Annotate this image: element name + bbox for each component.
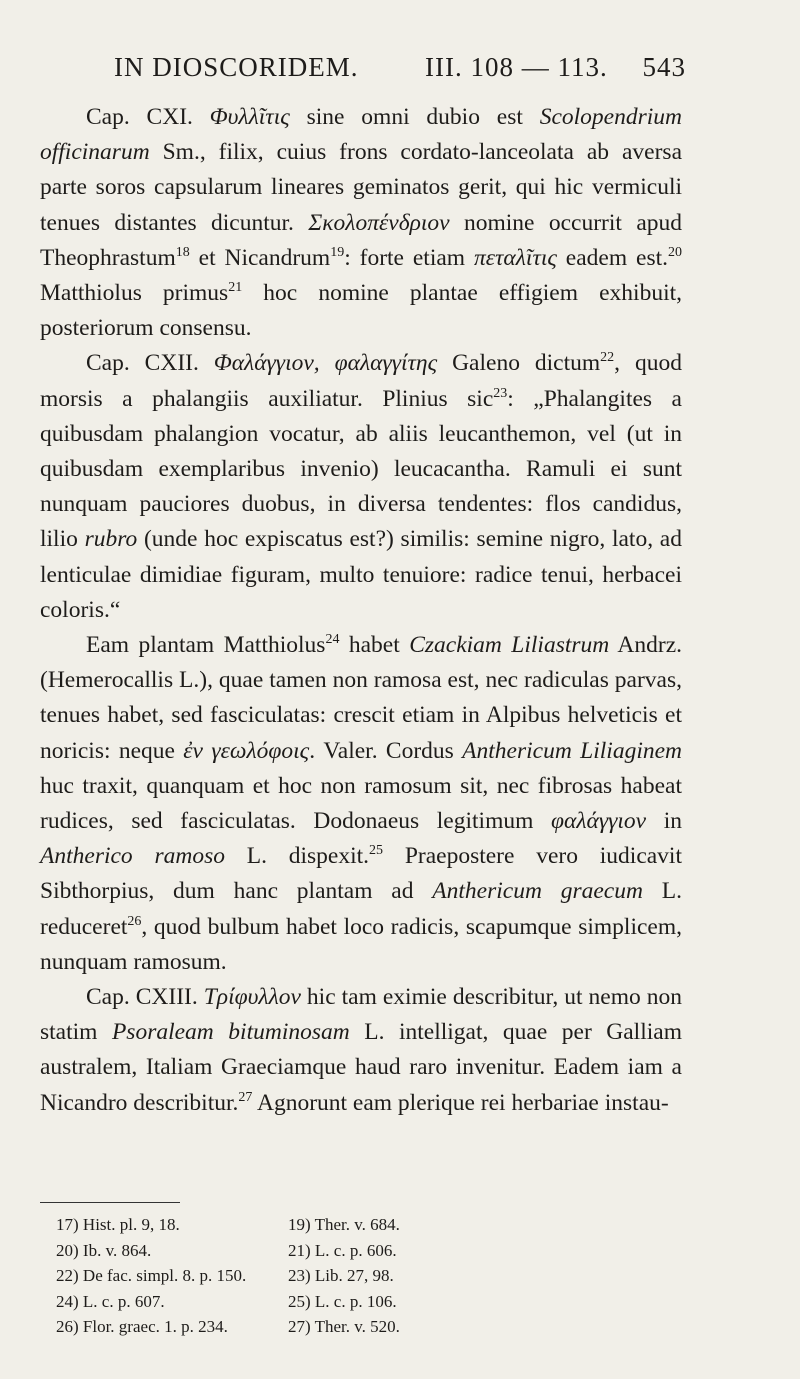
footnote-ref: 25 (369, 843, 384, 859)
greek-term: πεταλῖτις (473, 244, 557, 271)
text-run: Andrz. (Hemerocallis L.), quae tamen non ramosa est, nec radiculas parvas, tenues habet, sed fasciculatas: crescit etiam in Alpibus helveticis et noricis: neque (40, 632, 682, 764)
footnote-ref: 27 (238, 1089, 253, 1105)
footnote-row (56, 1263, 676, 1289)
text-run: Praepostere vero iudicavit Sibthorpius, dum hanc plantam ad (40, 843, 682, 905)
chapter-label: Cap. CXIII. (86, 984, 204, 1011)
text-run: : „Phalangites a quibusdam phalangion vocatur, ab aliis leucanthemon, vel (ut in quibusdam exemplaribus invenio) leucacantha. Ramuli ei sunt nunquam pauciores duobus, in diversa tendentes: flos candidus, lilio (40, 385, 682, 553)
chapter-range: III. 108 — 113. (425, 52, 608, 82)
footnote: 19) Ther. v. 684. (288, 1215, 400, 1234)
body-text (40, 100, 682, 1121)
text-run: Sm., filix, cuius frons cordato-lanceolata ab aversa parte soros capsularum lineares geminatos gerit, qui hic vermiculi tenues distantes dicuntur. (40, 139, 682, 236)
text-run: L. dispexit. (224, 843, 370, 870)
text-run: Eam plantam Matthiolus (86, 632, 326, 659)
footnote-row (56, 1314, 676, 1340)
footnotes (56, 1212, 676, 1340)
footnote-ref: 21 (228, 280, 243, 296)
greek-term: Τρίφυλλον (203, 984, 301, 1011)
footnote: 17) Hist. pl. 9, 18. (56, 1215, 180, 1234)
footnote-row (56, 1212, 676, 1238)
page-number: 543 (642, 52, 686, 82)
paragraph-cap-cxi (40, 100, 682, 346)
text-run: . Valer. Cordus (309, 737, 463, 764)
greek-term: φαλάγγιον (551, 808, 647, 835)
species-name: Scolopendrium officinarum (40, 104, 683, 166)
text-run: sine omni dubio est (289, 104, 540, 130)
chapter-label: Cap. CXI. (86, 104, 210, 130)
species-name: Anthericum Liliaginem (462, 737, 682, 764)
footnote: 23) Lib. 27, 98. (288, 1266, 394, 1285)
text-run: : forte etiam (344, 244, 474, 271)
paragraph-cap-cxii (40, 346, 682, 628)
footnote-row (56, 1289, 676, 1315)
text-run: L. intelligat, quae per Galliam australem, Italiam Graeciamque haud raro invenitur. Eadem iam a Nicandro describitur. (40, 1019, 682, 1116)
text-run: nomine occurrit apud Theophrastum (40, 209, 682, 271)
footnote-ref: 18 (175, 244, 190, 260)
chapter-label: Cap. CXII. (86, 350, 214, 377)
footnote: 21) L. c. p. 606. (288, 1240, 397, 1260)
greek-term: Σκολοπένδριον (308, 209, 450, 236)
paragraph-eam-plantam (40, 628, 682, 980)
species-name: Anthericum graecum (432, 878, 643, 905)
text-run: Matthiolus primus (40, 280, 229, 307)
text-run: huc traxit, quanquam et hoc non ramosum sit, nec fibrosas habeat rudices, sed fasciculatas. Dodonaeus legitimum (40, 772, 682, 835)
text-run: (unde hoc expiscatus est?) similis: semine nigro, lato, ad lenticulae dimidiae figuram, multo tenuiore: radice tenui, herbacei coloris.“ (40, 526, 682, 623)
footnote-ref: 20 (668, 244, 682, 260)
greek-term: Φαλάγγιον, φαλαγγίτης (213, 350, 438, 377)
footnote: 20) Ib. v. 864. (56, 1240, 152, 1260)
footnote: 24) L. c. p. 607. (56, 1291, 165, 1311)
text-run: habet (339, 632, 410, 659)
text-run: et Nicandrum (189, 244, 331, 271)
italic-word: rubro (84, 526, 138, 553)
footnote-ref: 19 (330, 244, 345, 260)
species-name: Antherico ramoso (40, 843, 225, 870)
text-run: hic tam eximie describitur, ut nemo non statim (40, 984, 682, 1046)
footnote: 22) De fac. simpl. 8. p. 150. (56, 1266, 247, 1285)
footnote-ref: 26 (127, 913, 142, 929)
footnote-row (56, 1238, 676, 1264)
footnote: 26) Flor. graec. 1. p. 234. (56, 1317, 228, 1336)
text-run: in (646, 808, 682, 835)
running-title: IN DIOSCORIDEM. (114, 52, 359, 82)
greek-term: Φυλλῖτις (209, 104, 290, 130)
paragraph-cap-cxiii (40, 980, 682, 1121)
footnote: 27) Ther. v. 520. (288, 1317, 400, 1336)
species-name: Psoraleam bituminosam (111, 1019, 350, 1046)
text-run: , quod bulbum habet loco radicis, scapumque simplicem, nunquam ramosum. (40, 913, 682, 975)
text-run: , quod morsis a phalangiis auxiliatur. Plinius sic (40, 350, 682, 412)
text-run: eadem est. (556, 244, 668, 271)
greek-term: ἐν γεωλόφοις (183, 737, 310, 764)
footnote-ref: 22 (600, 350, 615, 366)
species-name: Czackiam Liliastrum (409, 632, 610, 659)
footnote-ref: 24 (325, 632, 340, 648)
footnote-rule (40, 1202, 180, 1203)
text-run: Agnorunt eam plerique rei herbariae instau- (252, 1089, 669, 1116)
footnote: 25) L. c. p. 106. (288, 1291, 397, 1311)
text-run: hoc nomine plantae effigiem exhibuit, posteriorum consensu. (40, 280, 682, 342)
footnote-ref: 23 (493, 385, 508, 401)
text-run: Galeno dictum (437, 350, 601, 377)
text-run: L. reduceret (40, 878, 682, 940)
running-head (114, 52, 686, 88)
